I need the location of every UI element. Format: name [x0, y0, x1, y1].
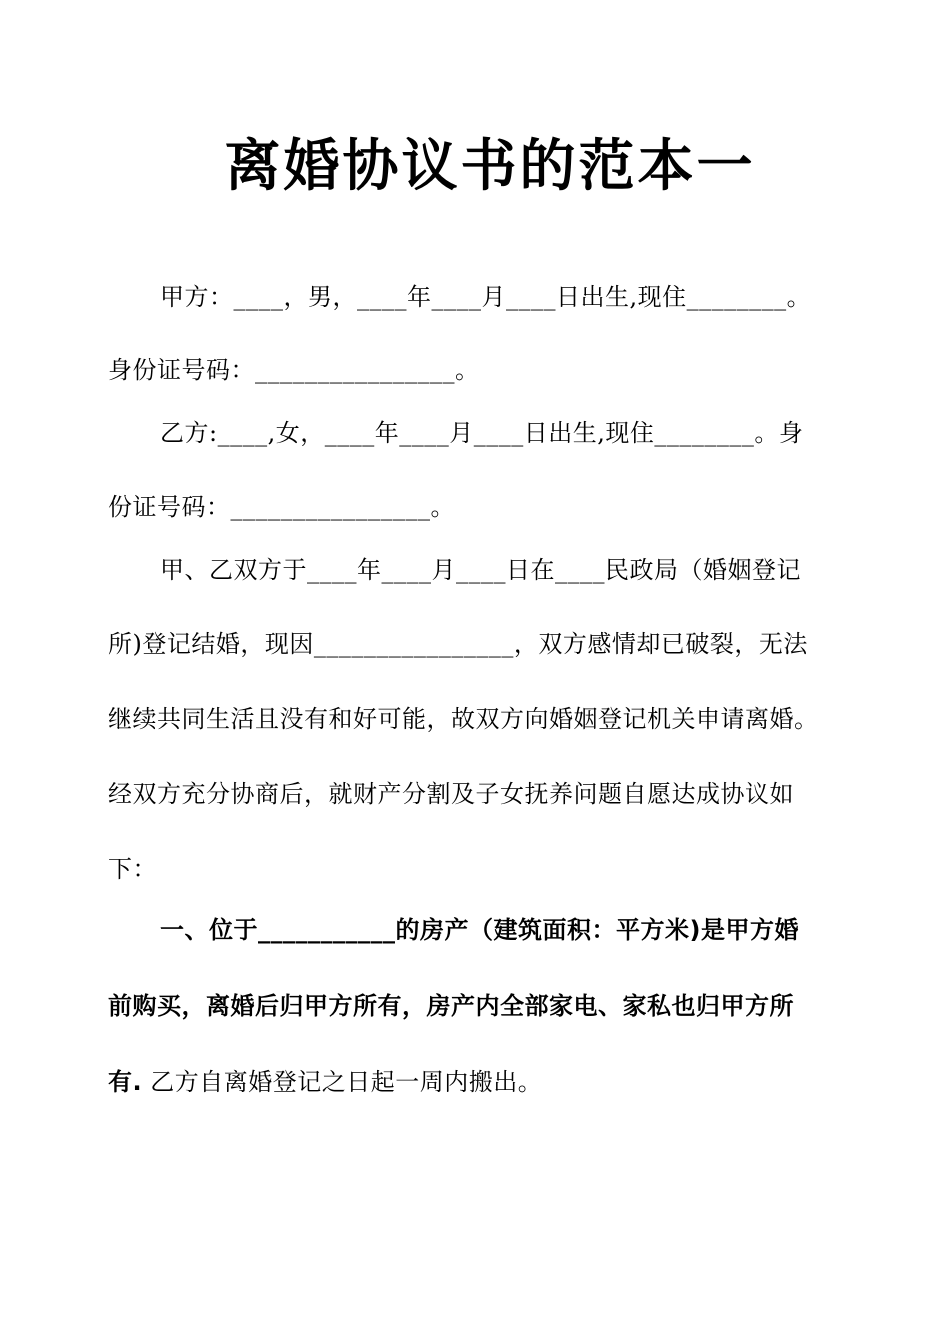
paragraph-line: 下： [108, 855, 157, 883]
clause-one-last-line [108, 1065, 848, 1099]
clause-one-normal-text: 乙方自离婚登记之日起一周内搬出。 [142, 1068, 543, 1096]
document-title: 离婚协议书的范本一 [224, 134, 756, 199]
party-a-line: 甲方：____，男，____年____月____日出生,现住________。 [160, 283, 812, 311]
party-b-line: 乙方:____,女，____年____月____日出生,现住________。身 [160, 419, 804, 447]
party-b-id-line: 份证号码：________________。 [108, 493, 455, 521]
paragraph-line: 经双方充分协商后，就财产分割及子女抚养问题自愿达成协议如 [108, 780, 794, 808]
clause-one-bold-end: 有. [108, 1068, 143, 1096]
paragraph-line: 继续共同生活且没有和好可能，故双方向婚姻登记机关申请离婚。 [108, 705, 819, 733]
clause-one-line: 一、位于___________的房产（建筑面积：平方米)是甲方婚 [160, 916, 799, 944]
paragraph-line: 甲、乙双方于____年____月____日在____民政局（婚姻登记 [160, 556, 801, 584]
clause-one-line: 前购买，离婚后归甲方所有，房产内全部家电、家私也归甲方所 [108, 992, 794, 1020]
party-a-id-line: 身份证号码：________________。 [108, 356, 480, 384]
paragraph-line: 所)登记结婚，现因________________，双方感情却已破裂，无法 [108, 630, 808, 658]
